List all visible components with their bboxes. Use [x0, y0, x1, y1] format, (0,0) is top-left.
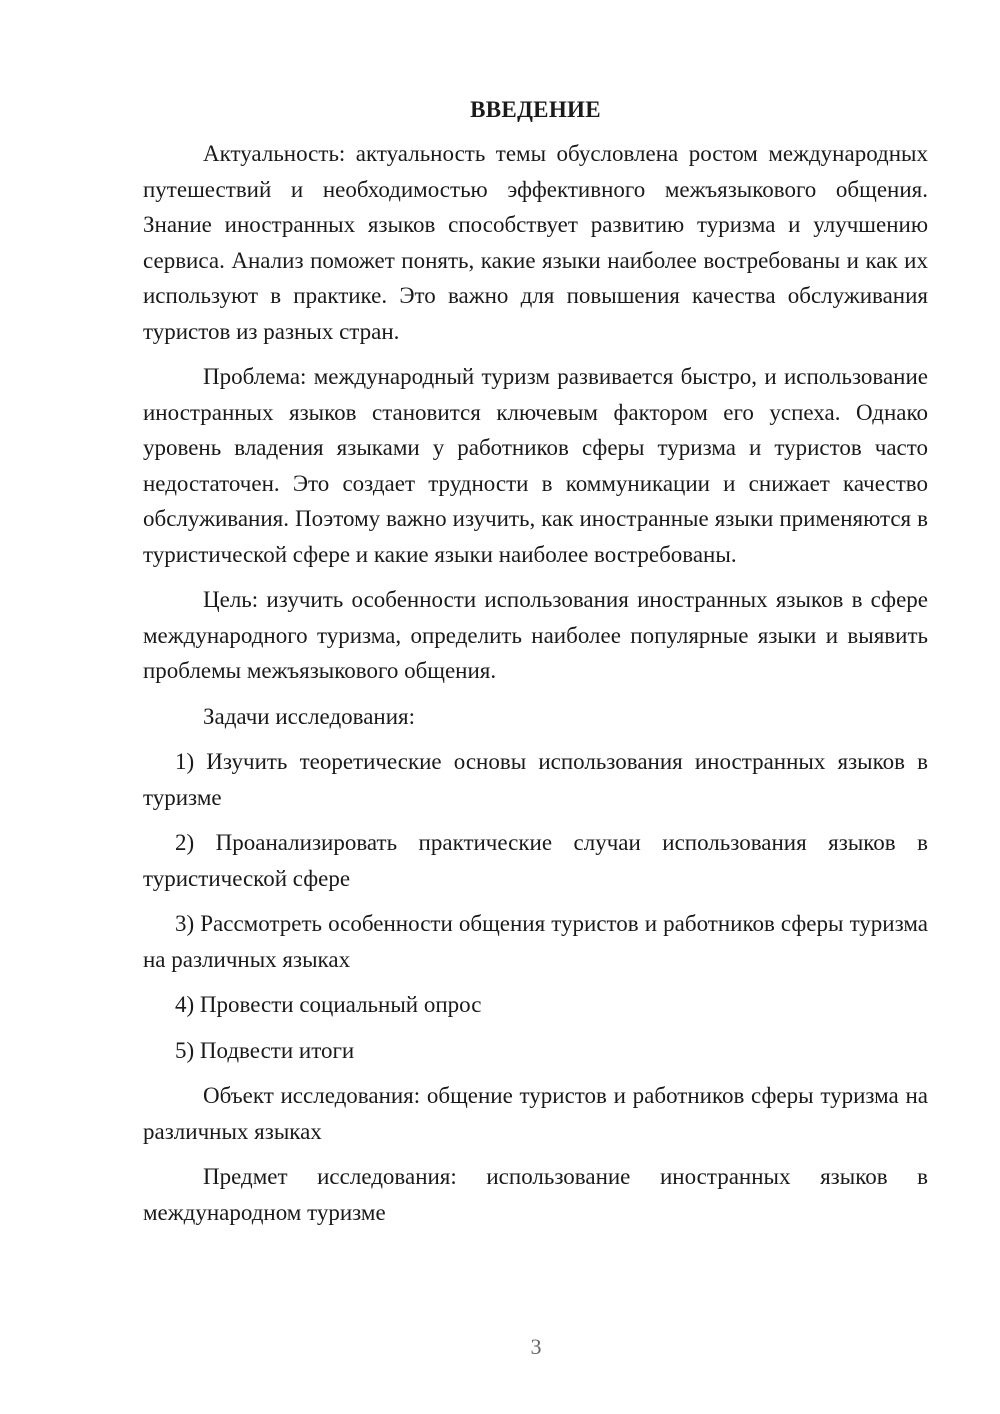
task-item-5: 5) Подвести итоги — [175, 1037, 355, 1063]
task-item-1: 1) Изучить теоретические основы использования иностранных языков в туризме — [143, 749, 928, 810]
paragraph-subject: Предмет исследования: использование иностранных языков в международном туризме — [143, 1164, 928, 1225]
paragraph-problem: Проблема: международный туризм развивается быстро, и использование иностранных языков становится ключевым фактором его успеха. Однако уровень владения языками у работников сферы туризма и туристов часто недостаточен. Это создает трудности в коммуникации и снижает качество обслуживания. Поэтому важно изучить, как иностранные языки применяются в туристической сфере и какие языки наиболее востребованы. — [143, 364, 928, 567]
task-item-4: 4) Провести социальный опрос — [175, 992, 482, 1017]
tasks-heading: Задачи исследования: — [203, 703, 416, 729]
section-title: ВВЕДЕНИЕ — [470, 97, 601, 122]
paragraph-goal: Цель: изучить особенности использования иностранных языков в сфере международного туризма, определить наиболее популярные языки и выявить проблемы межъязыкового общения. — [143, 587, 928, 683]
task-item-2: 2) Проанализировать практические случаи использования языков в туристической сфере — [143, 830, 928, 891]
paragraph-object: Объект исследования: общение туристов и работников сферы туризма на различных языках — [143, 1083, 928, 1144]
task-item-3: 3) Рассмотреть особенности общения туристов и работников сферы туризма на различных языках — [143, 911, 928, 972]
document-body — [143, 92, 928, 1240]
page-number: 3 — [530, 1334, 542, 1359]
paragraph-relevance: Актуальность: актуальность темы обусловлена ростом международных путешествий и необходимостью эффективного межъязыкового общения. Знание иностранных языков способствует развитию туризма и улучшению сервиса. Анализ поможет понять, какие языки наиболее востребованы и как их используют в практике. Это важно для повышения качества обслуживания туристов из разных стран. — [143, 141, 928, 344]
